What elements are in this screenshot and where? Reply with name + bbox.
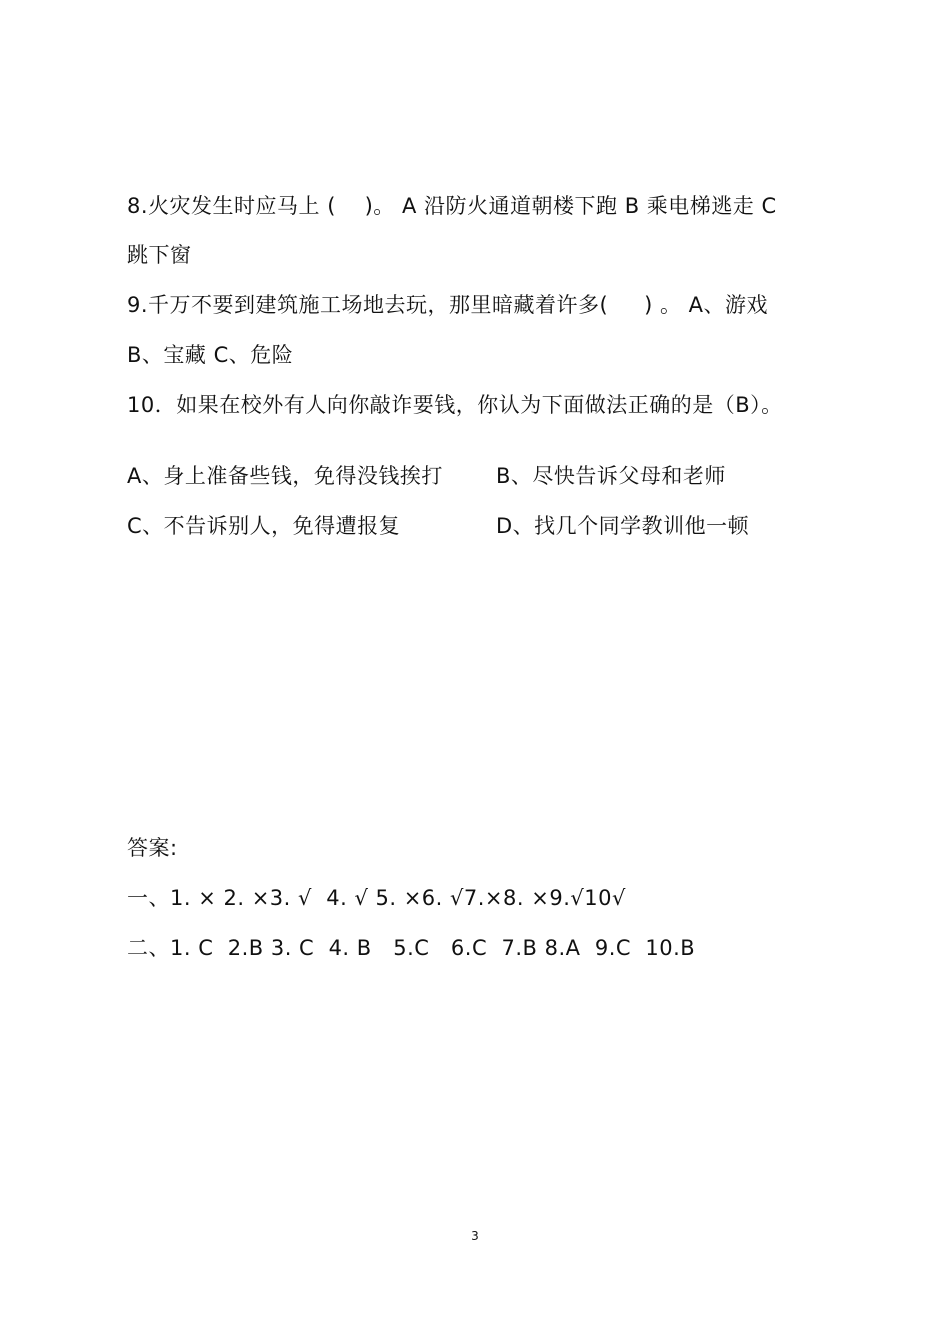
question-10-option-c: C、不告诉别人，免得遭报复 xyxy=(127,514,401,538)
question-9-line-1: 9.千万不要到建筑施工场地去玩，那里暗藏着许多( ) 。 A、游戏 xyxy=(127,293,769,317)
question-10-option-d: D、找几个同学教训他一顿 xyxy=(496,514,750,538)
question-10-option-a: A、身上准备些钱，免得没钱挨打 xyxy=(127,464,443,488)
question-9-line-2: B、宝藏 C、危险 xyxy=(127,343,294,367)
question-10-stem: 10．如果在校外有人向你敲诈要钱，你认为下面做法正确的是（B）。 xyxy=(127,393,783,417)
question-8-line-1: 8.火灾发生时应马上 ( )。 A 沿防火通道朝楼下跑 B 乘电梯逃走 C xyxy=(127,194,777,218)
page-number: 3 xyxy=(471,1229,479,1243)
answers-part-2: 二、1. C 2.B 3. C 4. B 5.C 6.C 7.B 8.A 9.C 10.B xyxy=(127,936,696,960)
answers-part-1: 一、1. × 2. ×3. √ 4. √ 5. ×6. √7.×8. ×9.√10√ xyxy=(127,886,626,910)
question-10-option-b: B、尽快告诉父母和老师 xyxy=(496,464,726,488)
question-8-line-2: 跳下窗 xyxy=(127,243,192,267)
answers-title: 答案: xyxy=(127,836,178,860)
